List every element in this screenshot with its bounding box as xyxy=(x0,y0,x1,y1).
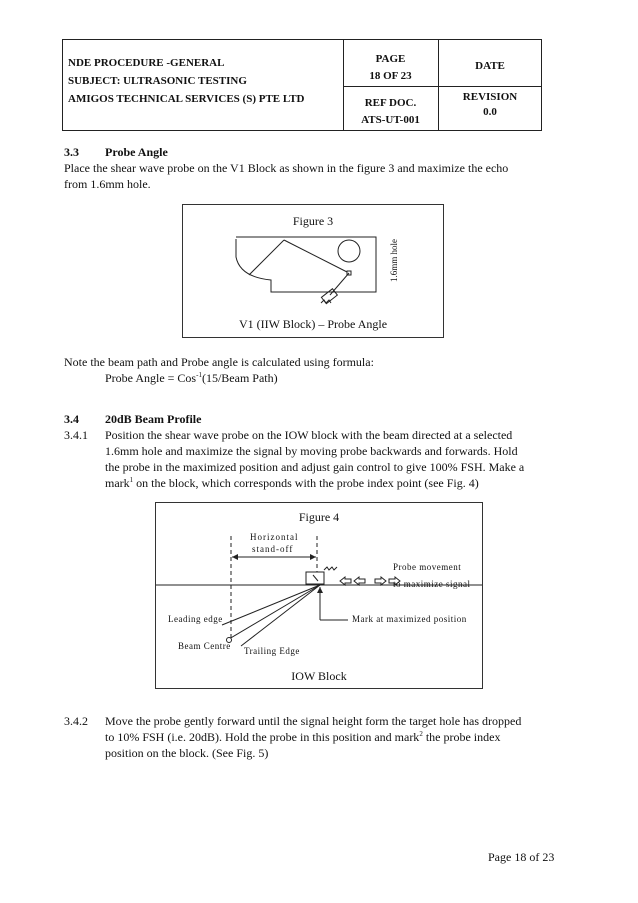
figure-caption: IOW Block xyxy=(291,669,347,683)
standoff-label: stand-off xyxy=(252,544,294,554)
header-subject: SUBJECT: ULTRASONIC TESTING xyxy=(68,75,247,87)
header-divider xyxy=(343,86,541,87)
formula xyxy=(105,371,278,386)
section-number: 3.3 xyxy=(64,145,79,159)
page-number: Page 18 of 23 xyxy=(488,850,555,864)
subsection-number: 3.4.1 xyxy=(64,428,88,442)
paragraph-line: from 1.6mm hole. xyxy=(64,177,151,191)
figure-3 xyxy=(182,204,444,338)
footnote-marker: 1 xyxy=(129,476,134,484)
beam-centre-label: Beam Centre xyxy=(178,641,231,651)
paragraph-line: position on the block. (See Fig. 5) xyxy=(105,746,269,760)
probe-movement-label: Probe movement xyxy=(393,562,462,572)
section-title: 20dB Beam Profile xyxy=(105,412,202,426)
header-ref-value: ATS-UT-001 xyxy=(361,114,420,126)
text-fragment: the probe index xyxy=(422,730,501,744)
paragraph-line xyxy=(105,730,500,745)
header-date-label: DATE xyxy=(475,60,505,72)
text-fragment: mark xyxy=(105,476,130,490)
header-page-value: 18 OF 23 xyxy=(369,70,412,82)
header-company: AMIGOS TECHNICAL SERVICES (S) PTE LTD xyxy=(68,93,305,105)
standoff-label: Horizontal xyxy=(250,532,299,542)
section-title: Probe Angle xyxy=(105,145,168,159)
header-revision-value: 0.0 xyxy=(483,106,497,118)
subsection-number: 3.4.2 xyxy=(64,714,88,728)
header-page-label: PAGE xyxy=(375,53,406,65)
leading-edge-label: Leading edge xyxy=(168,614,223,624)
hole-label: 1.6mm hole xyxy=(389,239,399,282)
formula-suffix: (15/Beam Path) xyxy=(201,371,278,385)
header-revision-label: REVISION xyxy=(462,91,518,103)
formula-superscript: -1 xyxy=(196,371,202,379)
section-number: 3.4 xyxy=(64,412,79,426)
header-procedure: NDE PROCEDURE -GENERAL xyxy=(68,57,225,69)
trailing-edge-label: Trailing Edge xyxy=(244,646,300,656)
probe-movement-label: to maximize signal xyxy=(393,579,471,589)
footnote-marker: 2 xyxy=(419,730,423,738)
figure-title: Figure 3 xyxy=(292,214,334,228)
paragraph-line: 1.6mm hole and maximize the signal by moving probe backwards and forwards. Hold xyxy=(105,444,518,458)
figure-title: Figure 4 xyxy=(298,510,340,524)
formula-prefix: Probe Angle = Cos xyxy=(105,371,197,385)
mark-label: Mark at maximized position xyxy=(352,614,467,624)
text-fragment: to 10% FSH (i.e. 20dB). Hold the probe in this position and mark xyxy=(105,730,420,744)
figure-4 xyxy=(155,502,483,689)
paragraph-line xyxy=(105,476,479,491)
paragraph-line: Position the shear wave probe on the IOW block with the beam directed at a selected xyxy=(105,428,513,442)
text-fragment: on the block, which corresponds with the probe index point (see Fig. 4) xyxy=(133,476,479,490)
header-ref-label: REF DOC. xyxy=(364,97,417,109)
document-header xyxy=(62,39,542,131)
paragraph-line: Place the shear wave probe on the V1 Block as shown in the figure 3 and maximize the echo xyxy=(64,161,509,175)
formula-intro: Note the beam path and Probe angle is calculated using formula: xyxy=(64,355,374,369)
iow-block-diagram xyxy=(156,503,482,688)
paragraph-line: the probe in the maximized position and adjust gain control to give 100% FSH. Make a xyxy=(105,460,525,474)
paragraph-line: Move the probe gently forward until the signal height form the target hole has dropped xyxy=(105,714,522,728)
figure-caption: V1 (IIW Block) – Probe Angle xyxy=(238,317,388,331)
